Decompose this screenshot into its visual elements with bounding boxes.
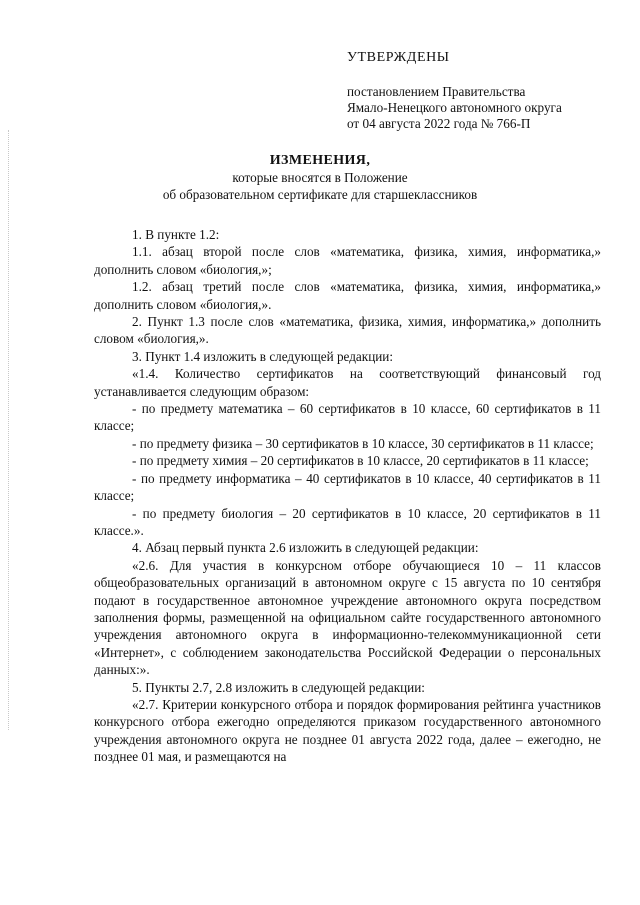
paragraph: 1.1. абзац второй после слов «математика, физика, химия, информатика,» дополнить словом «биология,»; bbox=[94, 244, 601, 277]
approval-block bbox=[347, 50, 617, 132]
paragraph: 3. Пункт 1.4 изложить в следующей редакции: bbox=[132, 348, 394, 364]
paragraph: 1.2. абзац третий после слов «математика, физика, химия, информатика,» дополнить словом «биология,». bbox=[94, 279, 601, 312]
document-subtitle: об образовательном сертификате для старшеклассников bbox=[162, 187, 478, 202]
document-title: ИЗМЕНЕНИЯ, bbox=[269, 153, 371, 168]
document-title-block bbox=[0, 152, 640, 203]
paragraph: - по предмету химия – 20 сертификатов в 10 классе, 20 сертификатов в 11 классе; bbox=[132, 453, 589, 469]
paragraph: 2. Пункт 1.3 после слов «математика, физика, химия, информатика,» дополнить словом «биология,». bbox=[94, 314, 601, 347]
paragraph: - по предмету математика – 60 сертификатов в 10 классе, 60 сертификатов в 11 классе; bbox=[94, 401, 601, 434]
document-subtitle: которые вносятся в Положение bbox=[232, 170, 408, 185]
approval-line: Ямало-Ненецкого автономного округа bbox=[347, 100, 562, 115]
paragraph: 5. Пункты 2.7, 2.8 изложить в следующей редакции: bbox=[132, 679, 425, 695]
paragraph: «2.7. Критерии конкурсного отбора и порядок формирования рейтинга участников конкурсного отбора ежегодно определяются приказом государственного автономного учреждения автономного округа не позднее 01 августа 2022 года, далее – ежегодно, не позднее 01 мая, и размещаются на bbox=[94, 696, 601, 765]
paragraph: 4. Абзац первый пункта 2.6 изложить в следующей редакции: bbox=[132, 540, 479, 556]
paragraph: «2.6. Для участия в конкурсном отборе обучающиеся 10 – 11 классов общеобразовательных организаций в автономном округе с 15 августа по 10 сентября подают в государственное автономное учреждение автономного округа посредством заполнения формы, размещенной на официальном сайте государственного автономного учреждения автономного округа в информационно-телекоммуникационной сети «Интернет», с соблюдением законодательства Российской Федерации о персональных данных:». bbox=[94, 557, 601, 678]
paragraph: «1.4. Количество сертификатов на соответствующий финансовый год устанавливается следующим образом: bbox=[94, 366, 601, 399]
paragraph: - по предмету биология – 20 сертификатов в 10 классе, 20 сертификатов в 11 классе.». bbox=[94, 505, 601, 538]
paragraph: - по предмету физика – 30 сертификатов в 10 классе, 30 сертификатов в 11 классе; bbox=[132, 435, 594, 451]
approval-heading: УТВЕРЖДЕНЫ bbox=[347, 50, 450, 65]
approval-line: от 04 августа 2022 года № 766-П bbox=[347, 116, 531, 131]
document-body bbox=[94, 226, 601, 766]
margin-line bbox=[8, 130, 10, 730]
approval-line: постановлением Правительства bbox=[347, 84, 526, 99]
paragraph: 1. В пункте 1.2: bbox=[132, 227, 220, 242]
paragraph: - по предмету информатика – 40 сертификатов в 10 классе, 40 сертификатов в 11 классе; bbox=[94, 470, 601, 504]
